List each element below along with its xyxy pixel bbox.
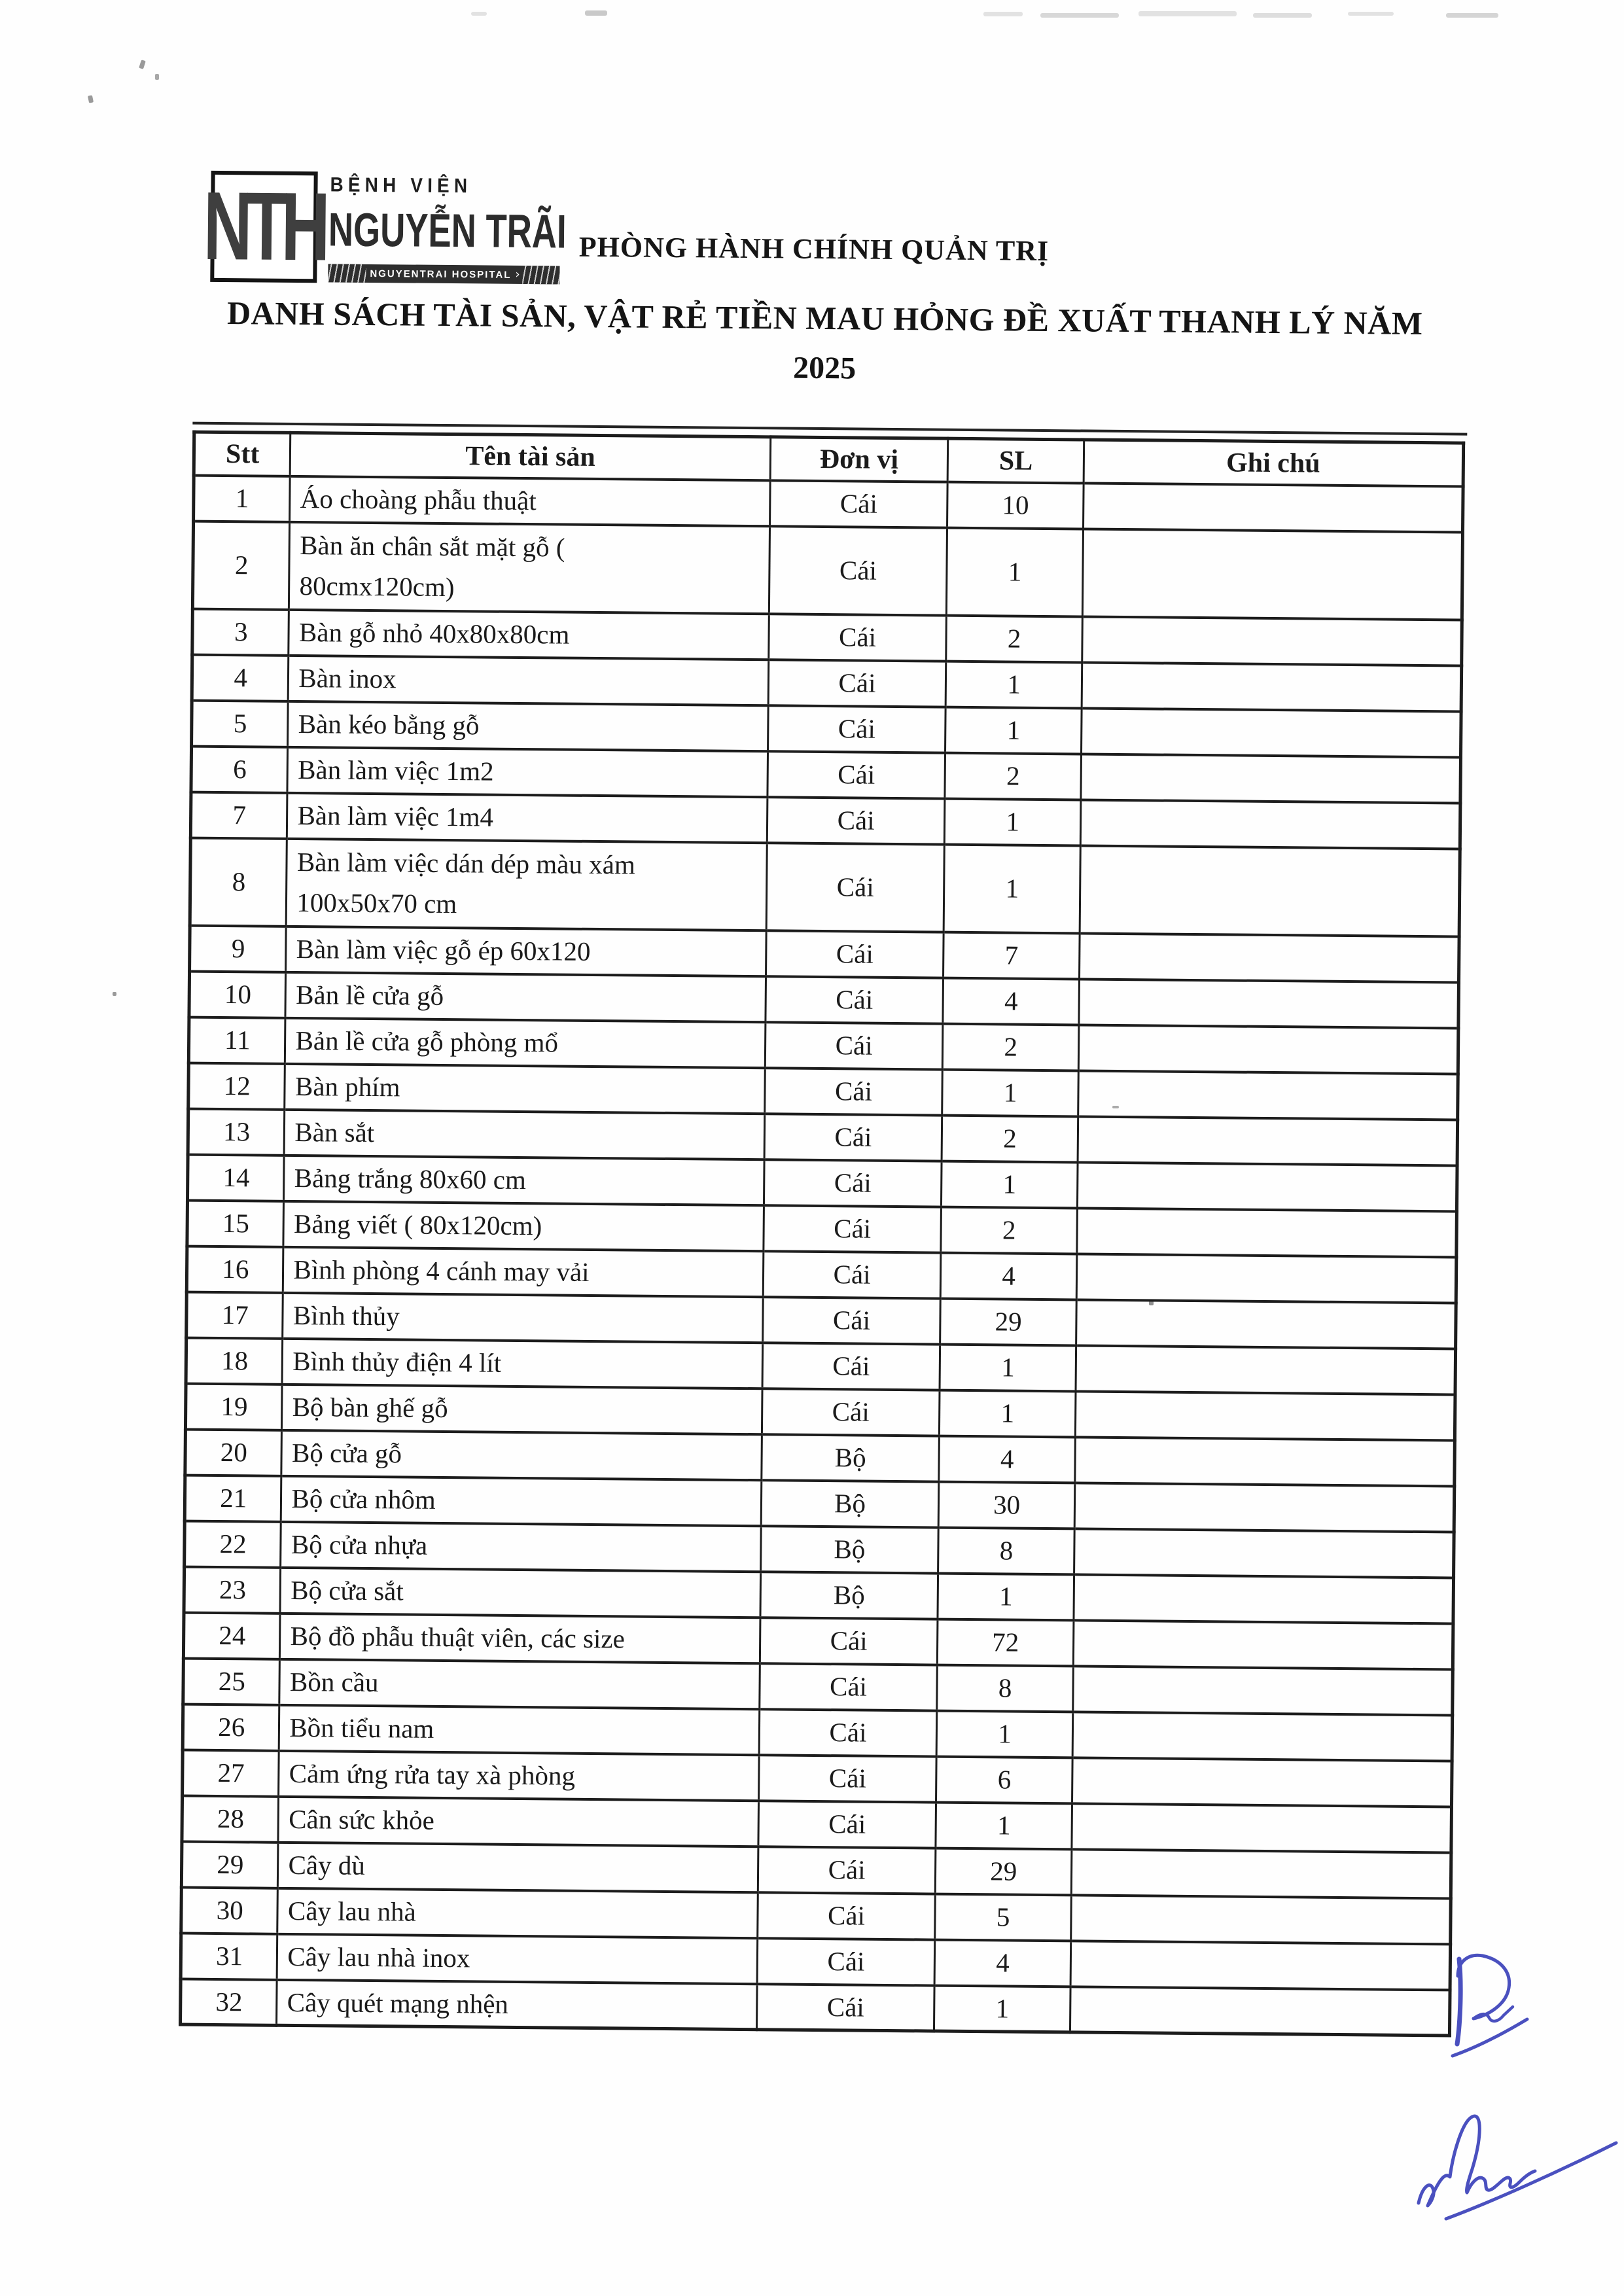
quantity-cell: 2 xyxy=(941,1207,1077,1254)
row-number-cell: 29 xyxy=(181,1841,278,1888)
row-number-cell: 30 xyxy=(181,1887,278,1934)
asset-table xyxy=(179,431,1465,2038)
row-number-cell: 25 xyxy=(183,1658,280,1704)
unit-cell: Cái xyxy=(757,1938,935,1985)
banner-hatch-left-icon xyxy=(328,264,366,283)
asset-name-cell: Bồn tiểu nam xyxy=(279,1704,760,1754)
row-number-cell: 12 xyxy=(188,1063,285,1109)
asset-name-cell: Bàn phím xyxy=(285,1063,765,1113)
asset-name-cell: Bản lề cửa gỗ phòng mổ xyxy=(285,1017,766,1067)
unit-cell: Cái xyxy=(758,1801,936,1848)
asset-name-cell: Bàn sắt xyxy=(285,1109,765,1159)
banner-hatch-right-icon xyxy=(523,266,560,284)
row-number-cell: 20 xyxy=(185,1429,282,1475)
asset-name-cell: Cây quét mạng nhện xyxy=(277,1979,757,2029)
banner-arrow-icon: › xyxy=(515,267,520,281)
unit-cell: Cái xyxy=(769,526,947,615)
quantity-cell: 1 xyxy=(936,1710,1072,1757)
asset-name-cell: Cây dù xyxy=(278,1842,758,1892)
quantity-cell: 4 xyxy=(934,1939,1070,1987)
note-cell xyxy=(1077,1208,1457,1257)
row-number-cell: 22 xyxy=(185,1521,281,1567)
asset-name-cell: Cây lau nhà inox xyxy=(277,1934,758,1983)
hospital-logo-banner xyxy=(328,264,559,284)
asset-name-cell: Bình thủy điện 4 lít xyxy=(282,1338,762,1388)
asset-name-cell: Bàn ăn chân sắt mặt gỗ ( 80cmx120cm) xyxy=(289,521,769,613)
row-number-cell: 17 xyxy=(186,1292,283,1338)
hospital-logo-box xyxy=(203,171,325,283)
asset-name-cell: Bộ đồ phẫu thuật viên, các size xyxy=(280,1613,760,1663)
asset-name-cell: Bàn inox xyxy=(289,655,769,705)
asset-name-cell: Bàn gỗ nhỏ 40x80x80cm xyxy=(289,609,769,659)
row-number-cell: 28 xyxy=(182,1795,279,1842)
row-number-cell: 23 xyxy=(184,1566,281,1613)
col-header-name: Tên tài sản xyxy=(291,433,771,480)
unit-cell: Cái xyxy=(764,1068,942,1115)
col-header-unit: Đơn vị xyxy=(770,437,948,482)
row-number-cell: 10 xyxy=(189,971,286,1017)
document-title-year: 2025 xyxy=(792,350,856,386)
asset-name-cell: Bộ cửa sắt xyxy=(280,1567,760,1617)
note-cell xyxy=(1083,483,1463,532)
note-cell xyxy=(1082,616,1462,665)
unit-cell: Cái xyxy=(766,843,945,932)
hospital-logo-monogram: NTH xyxy=(203,171,325,281)
note-cell xyxy=(1071,1895,1451,1944)
asset-name-cell: Cây lau nhà xyxy=(277,1888,758,1937)
row-number-cell: 32 xyxy=(181,1979,277,2025)
quantity-cell: 29 xyxy=(940,1298,1076,1345)
unit-cell: Cái xyxy=(766,930,944,978)
quantity-cell: 1 xyxy=(945,798,1081,845)
row-number-cell: 2 xyxy=(192,521,290,609)
note-cell xyxy=(1074,1483,1455,1532)
asset-name-cell: Bàn làm việc dán dép màu xám 100x50x70 cm xyxy=(287,838,767,930)
unit-cell: Cái xyxy=(767,797,945,844)
quantity-cell: 1 xyxy=(944,844,1080,933)
unit-cell: Cái xyxy=(768,751,945,798)
quantity-cell: 2 xyxy=(942,1115,1078,1162)
note-cell xyxy=(1073,1620,1453,1669)
quantity-cell: 4 xyxy=(939,1436,1075,1483)
note-cell xyxy=(1074,1574,1454,1623)
note-cell xyxy=(1081,708,1461,757)
table-row xyxy=(190,838,1460,936)
unit-cell: Bộ xyxy=(760,1572,938,1619)
quantity-cell: 8 xyxy=(938,1527,1074,1574)
quantity-cell: 1 xyxy=(940,1344,1076,1391)
col-header-stt: Stt xyxy=(194,432,291,476)
quantity-cell: 5 xyxy=(935,1894,1071,1941)
unit-cell: Cái xyxy=(769,614,947,661)
asset-name-cell: Cảm ứng rửa tay xà phòng xyxy=(279,1750,759,1800)
unit-cell: Cái xyxy=(769,480,947,527)
note-cell xyxy=(1073,1666,1453,1715)
asset-name-cell: Bình phòng 4 cánh may vải xyxy=(283,1246,764,1296)
quantity-cell: 4 xyxy=(943,978,1079,1025)
asset-name-cell: Bảng trắng 80x60 cm xyxy=(284,1155,764,1205)
asset-name-cell: Bàn làm việc gỗ ép 60x120 xyxy=(286,926,766,976)
note-cell xyxy=(1079,979,1459,1028)
row-number-cell: 8 xyxy=(190,838,287,926)
row-number-cell: 26 xyxy=(183,1704,279,1750)
quantity-cell: 1 xyxy=(942,1069,1078,1116)
note-cell xyxy=(1074,1528,1454,1578)
note-cell xyxy=(1072,1712,1453,1761)
unit-cell: Cái xyxy=(766,976,944,1023)
row-number-cell: 18 xyxy=(186,1337,283,1384)
asset-name-cell: Bộ bàn ghế gỗ xyxy=(282,1384,762,1434)
note-cell xyxy=(1078,1116,1458,1165)
col-header-qty: SL xyxy=(947,438,1084,483)
unit-cell: Cái xyxy=(762,1388,940,1436)
unit-cell: Cái xyxy=(756,1984,934,2031)
row-number-cell: 6 xyxy=(191,746,288,792)
note-cell xyxy=(1076,1299,1456,1349)
quantity-cell: 2 xyxy=(945,752,1081,800)
note-cell xyxy=(1079,933,1459,982)
unit-cell: Cái xyxy=(757,1892,935,1939)
department-title: PHÒNG HÀNH CHÍNH QUẢN TRỊ xyxy=(578,230,1050,268)
row-number-cell: 16 xyxy=(186,1246,283,1292)
note-cell xyxy=(1081,754,1461,803)
note-cell xyxy=(1071,1849,1451,1898)
unit-cell: Cái xyxy=(764,1159,942,1207)
quantity-cell: 2 xyxy=(943,1023,1079,1070)
row-number-cell: 7 xyxy=(190,792,287,838)
asset-name-cell: Áo choàng phẫu thuật xyxy=(290,476,770,525)
row-number-cell: 1 xyxy=(194,475,291,521)
quantity-cell: 8 xyxy=(937,1665,1073,1712)
asset-name-cell: Bộ cửa gỗ xyxy=(281,1430,762,1479)
asset-name-cell: Bình thủy xyxy=(283,1292,763,1342)
asset-name-cell: Bản lề cửa gỗ xyxy=(285,972,766,1021)
quantity-cell: 1 xyxy=(947,527,1084,616)
unit-cell: Cái xyxy=(768,705,945,752)
row-number-cell: 31 xyxy=(181,1933,277,1979)
row-number-cell: 24 xyxy=(183,1612,280,1659)
quantity-cell: 1 xyxy=(945,661,1082,708)
note-cell xyxy=(1080,845,1460,936)
asset-name-cell: Bồn cầu xyxy=(279,1659,760,1708)
quantity-cell: 6 xyxy=(936,1756,1072,1803)
quantity-cell: 2 xyxy=(946,615,1082,662)
banner-text: NGUYENTRAI HOSPITAL xyxy=(370,268,512,281)
row-number-cell: 19 xyxy=(185,1383,282,1430)
note-cell xyxy=(1077,1162,1457,1211)
asset-name-cell: Bộ cửa nhôm xyxy=(281,1475,762,1525)
unit-cell: Cái xyxy=(765,1022,943,1069)
signature-small xyxy=(1447,1950,1539,2068)
row-number-cell: 4 xyxy=(192,654,289,701)
unit-cell: Cái xyxy=(759,1709,937,1756)
table-row xyxy=(192,521,1462,620)
quantity-cell: 10 xyxy=(947,482,1084,529)
row-number-cell: 9 xyxy=(190,925,287,972)
unit-cell: Cái xyxy=(758,1755,936,1802)
row-number-cell: 11 xyxy=(188,1017,285,1063)
unit-cell: Bộ xyxy=(761,1480,939,1527)
note-cell xyxy=(1075,1391,1455,1440)
note-cell xyxy=(1080,800,1460,849)
row-number-cell: 3 xyxy=(192,609,289,655)
row-number-cell: 14 xyxy=(188,1154,285,1201)
row-number-cell: 13 xyxy=(188,1108,285,1155)
quantity-cell: 1 xyxy=(934,1985,1070,2032)
hospital-name: NGUYỄN TRÃI xyxy=(328,203,567,258)
document-title: DANH SÁCH TÀI SẢN, VẬT RẺ TIỀN MAU HỎNG ĐỀ XUẤT THANH LÝ NĂM xyxy=(226,294,1423,342)
quantity-cell: 7 xyxy=(944,932,1080,979)
note-cell xyxy=(1075,1437,1455,1486)
unit-cell: Cái xyxy=(760,1663,938,1710)
quantity-cell: 30 xyxy=(939,1481,1075,1528)
note-cell xyxy=(1072,1803,1452,1852)
unit-cell: Cái xyxy=(760,1617,938,1665)
col-header-note: Ghi chú xyxy=(1084,440,1464,486)
unit-cell: Bộ xyxy=(760,1526,938,1573)
asset-name-cell: Bàn kéo bằng gỗ xyxy=(288,701,768,751)
hospital-name-prefix: BỆNH VIỆN xyxy=(330,173,472,198)
note-cell xyxy=(1070,1941,1451,1990)
note-cell xyxy=(1082,662,1462,711)
note-cell xyxy=(1076,1254,1456,1303)
row-number-cell: 15 xyxy=(187,1200,284,1246)
quantity-cell: 1 xyxy=(940,1390,1076,1437)
note-cell xyxy=(1076,1345,1456,1394)
quantity-cell: 1 xyxy=(945,707,1082,754)
quantity-cell: 1 xyxy=(942,1161,1078,1208)
asset-name-cell: Bàn làm việc 1m2 xyxy=(287,747,768,796)
unit-cell: Bộ xyxy=(762,1434,940,1481)
quantity-cell: 72 xyxy=(938,1619,1074,1666)
note-cell xyxy=(1070,1987,1450,2036)
note-cell xyxy=(1082,529,1462,620)
quantity-cell: 4 xyxy=(941,1252,1077,1299)
unit-cell: Cái xyxy=(763,1251,941,1298)
asset-name-cell: Bảng viết ( 80x120cm) xyxy=(283,1201,764,1250)
unit-cell: Cái xyxy=(762,1297,940,1344)
asset-name-cell: Bộ cửa nhựa xyxy=(281,1521,761,1571)
unit-cell: Cái xyxy=(768,660,946,707)
row-number-cell: 21 xyxy=(185,1475,281,1521)
row-number-cell: 27 xyxy=(183,1750,279,1796)
quantity-cell: 1 xyxy=(938,1573,1074,1620)
note-cell xyxy=(1072,1757,1452,1807)
asset-name-cell: Cân sức khỏe xyxy=(278,1796,758,1846)
row-number-cell: 5 xyxy=(192,700,289,747)
signature-large xyxy=(1407,2104,1624,2225)
unit-cell: Cái xyxy=(764,1205,942,1252)
note-cell xyxy=(1078,1070,1458,1120)
quantity-cell: 29 xyxy=(936,1848,1072,1895)
unit-cell: Cái xyxy=(762,1343,940,1390)
asset-name-cell: Bàn làm việc 1m4 xyxy=(287,792,768,842)
unit-cell: Cái xyxy=(758,1846,936,1894)
quantity-cell: 1 xyxy=(936,1802,1072,1849)
note-cell xyxy=(1078,1025,1458,1074)
unit-cell: Cái xyxy=(764,1114,942,1161)
